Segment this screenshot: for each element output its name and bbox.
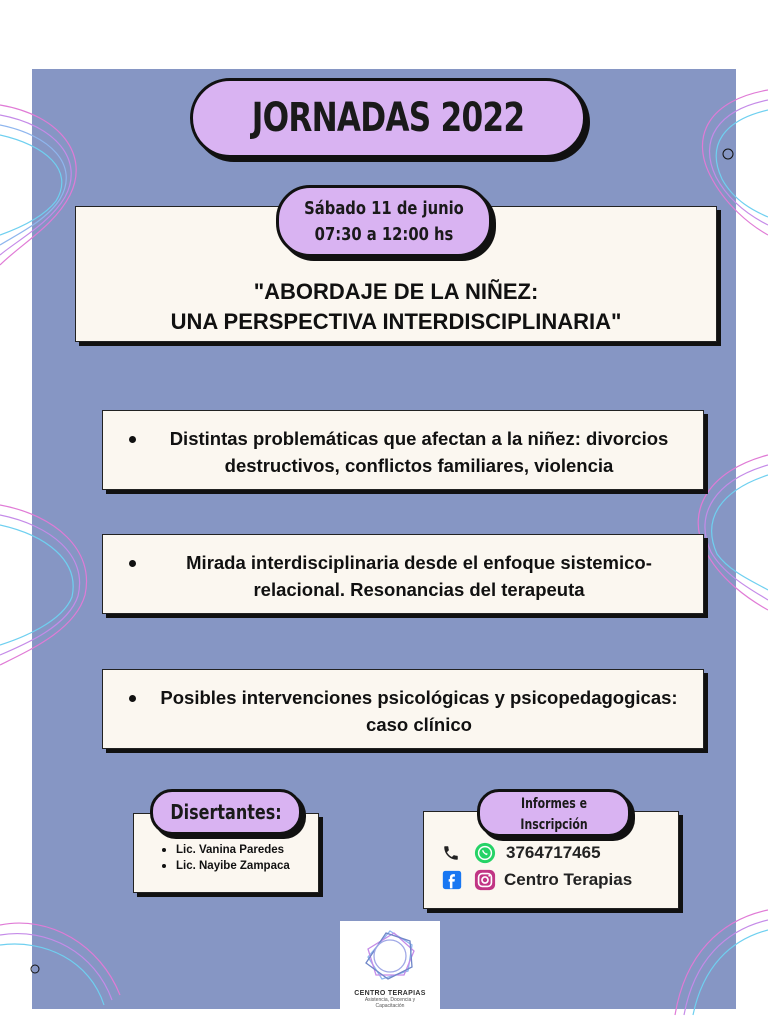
speakers-list bbox=[160, 842, 290, 874]
phone-number[interactable]: 3764717465 bbox=[506, 843, 601, 862]
speakers-heading-badge bbox=[150, 789, 302, 835]
social-row bbox=[442, 869, 632, 891]
bullet-dot bbox=[129, 436, 136, 443]
bullet-1-line-2: destructivos, conflictos familiares, violencia bbox=[224, 455, 614, 476]
bullet-3-line-2: caso clínico bbox=[366, 714, 472, 735]
bullet-2-line-1: Mirada interdisciplinaria desde el enfoque sistemico- bbox=[186, 552, 652, 573]
whatsapp-icon[interactable] bbox=[474, 842, 496, 864]
speakers-heading: Disertantes: bbox=[170, 800, 282, 824]
speaker-item: Lic. Nayibe Zampaca bbox=[160, 858, 290, 874]
topic-line-1: "ABORDAJE DE LA NIÑEZ: bbox=[253, 279, 539, 304]
decorative-wave-right-bottom bbox=[670, 905, 768, 1024]
bullet-2-line-2: relacional. Resonancias del terapeuta bbox=[253, 579, 585, 600]
bullet-card-2 bbox=[102, 534, 704, 614]
phone-row bbox=[442, 842, 601, 864]
bullet-1-line-1: Distintas problemáticas que afectan a la niñez: divorcios bbox=[169, 428, 669, 449]
decorative-wave-left-bottom bbox=[0, 915, 130, 1024]
topic-text bbox=[76, 277, 716, 337]
date-badge bbox=[276, 185, 492, 257]
topic-line-2: UNA PERSPECTIVA INTERDISCIPLINARIA" bbox=[170, 309, 622, 334]
logo-mark-icon bbox=[360, 927, 420, 983]
info-heading-line-1: Informes e bbox=[521, 796, 587, 812]
bullet-text-3 bbox=[147, 684, 691, 738]
social-handle[interactable]: Centro Terapias bbox=[504, 870, 633, 889]
decorative-wave-left-mid bbox=[0, 500, 100, 670]
bullet-3-line-1: Posibles intervenciones psicológicas y psicopedagogicas: bbox=[160, 687, 678, 708]
instagram-icon[interactable] bbox=[474, 869, 496, 891]
logo-tagline-line-1: Asistencia, Docencia y bbox=[364, 997, 416, 1003]
bullet-text-2 bbox=[147, 549, 691, 603]
title-banner bbox=[190, 78, 586, 158]
info-heading-line-2: Inscripción bbox=[520, 817, 588, 833]
bullet-card-1 bbox=[102, 410, 704, 490]
event-date: Sábado 11 de junio bbox=[304, 198, 464, 219]
centro-terapias-logo bbox=[340, 921, 440, 1013]
facebook-icon[interactable] bbox=[442, 870, 462, 890]
event-time: 07:30 a 12:00 hs bbox=[314, 224, 454, 245]
phone-icon bbox=[442, 844, 460, 862]
bullet-card-3 bbox=[102, 669, 704, 749]
bullet-dot bbox=[129, 695, 136, 702]
logo-tagline-line-2: Capacitación bbox=[375, 1003, 405, 1009]
page-title: JORNADAS 2022 bbox=[251, 95, 525, 141]
speaker-item: Lic. Vanina Paredes bbox=[160, 842, 290, 858]
bullet-text-1 bbox=[147, 425, 691, 479]
bullet-dot bbox=[129, 560, 136, 567]
info-heading-badge bbox=[477, 789, 631, 837]
logo-name: CENTRO TERAPIAS bbox=[354, 990, 426, 997]
